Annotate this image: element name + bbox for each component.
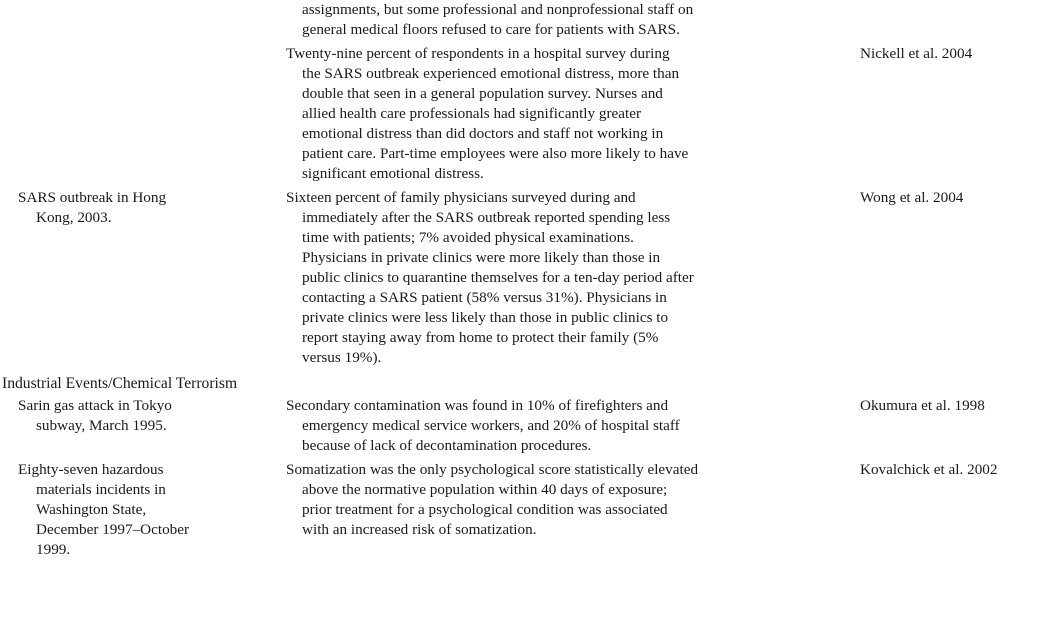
finding-text-line: prior treatment for a psychological condition was associated — [302, 501, 668, 518]
finding-text-line: report staying away from home to protect their family (5% — [302, 329, 659, 346]
event-text-line: 1999. — [36, 541, 71, 558]
citation: Wong et al. 2004 — [860, 189, 964, 206]
finding-text-line: double that seen in a general population survey. Nurses and — [302, 85, 663, 102]
finding-text-line: emotional distress than did doctors and staff not working in — [302, 125, 664, 142]
finding-text-line: Twenty-nine percent of respondents in a hospital survey during — [286, 45, 670, 62]
event-text-line: Eighty-seven hazardous — [18, 461, 164, 478]
finding-text-line: public clinics to quarantine themselves for a ten-day period after — [302, 269, 694, 286]
finding-text-line: significant emotional distress. — [302, 165, 484, 182]
citation: Okumura et al. 1998 — [860, 397, 985, 414]
finding-text-line: immediately after the SARS outbreak reported spending less — [302, 209, 671, 226]
finding-text-line: above the normative population within 40 days of exposure; — [302, 481, 668, 498]
finding-text-line: Physicians in private clinics were more likely than those in — [302, 249, 661, 266]
finding-text-line: allied health care professionals had significantly greater — [302, 105, 642, 122]
finding-text-line: patient care. Part-time employees were also more likely to have — [302, 145, 689, 162]
citation: Nickell et al. 2004 — [860, 45, 973, 62]
event-text-line: Kong, 2003. — [36, 209, 112, 226]
finding-text-line: time with patients; 7% avoided physical examinations. — [302, 229, 634, 246]
finding-text-line: emergency medical service workers, and 20% of hospital staff — [302, 417, 680, 434]
citation: Kovalchick et al. 2002 — [860, 461, 998, 478]
event-text-line: subway, March 1995. — [36, 417, 167, 434]
event-text-line: Sarin gas attack in Tokyo — [18, 397, 172, 414]
finding-text-line: the SARS outbreak experienced emotional distress, more than — [302, 65, 680, 82]
event-text-line: December 1997–October — [36, 521, 190, 538]
finding-text-line: Somatization was the only psychological score statistically elevated — [286, 461, 699, 478]
finding-text-line: because of lack of decontamination procedures. — [302, 437, 592, 454]
finding-text-line: general medical floors refused to care for patients with SARS. — [302, 21, 680, 38]
event-text-line: SARS outbreak in Hong — [18, 189, 167, 206]
finding-text-line: Sixteen percent of family physicians surveyed during and — [286, 189, 636, 206]
event-text-line: Washington State, — [36, 501, 147, 518]
event-text-line: materials incidents in — [36, 481, 166, 498]
finding-text-line: contacting a SARS patient (58% versus 31%). Physicians in — [302, 289, 667, 306]
finding-text-line: versus 19%). — [302, 349, 382, 366]
section-heading: Industrial Events/Chemical Terrorism — [2, 375, 238, 392]
finding-text-line: Secondary contamination was found in 10% of firefighters and — [286, 397, 669, 414]
finding-text-line: assignments, but some professional and nonprofessional staff on — [302, 1, 694, 18]
finding-text-line: with an increased risk of somatization. — [302, 521, 537, 538]
finding-text-line: private clinics were less likely than those in public clinics to — [302, 309, 669, 326]
